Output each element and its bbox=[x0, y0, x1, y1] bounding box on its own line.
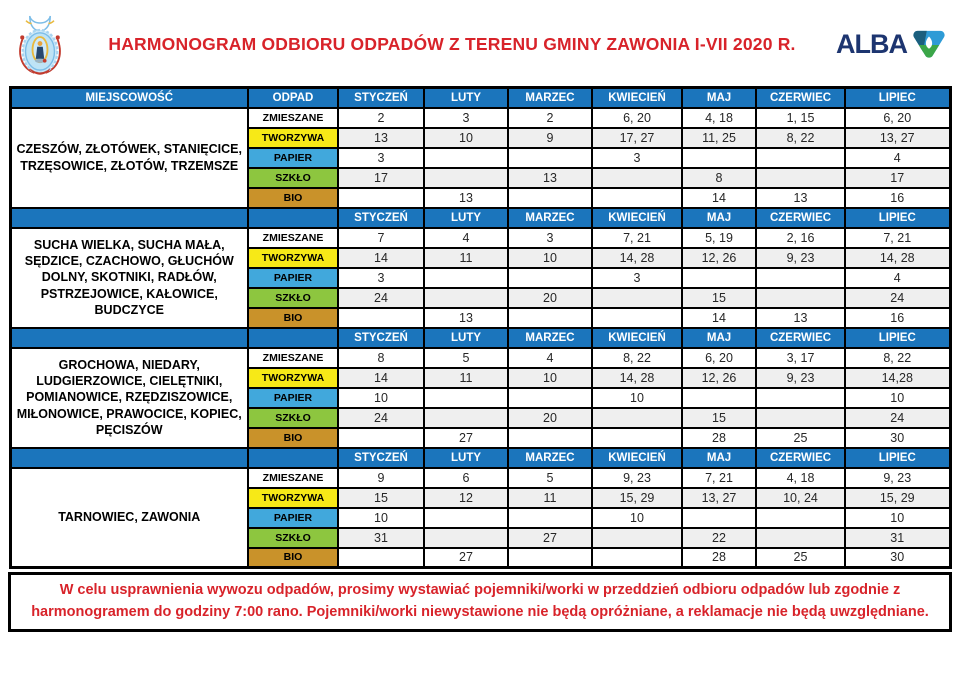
schedule-cell: 15, 29 bbox=[592, 488, 682, 508]
schedule-cell: 8 bbox=[338, 348, 424, 368]
month-header-cell: LUTY bbox=[424, 208, 508, 228]
schedule-cell: 2 bbox=[508, 108, 592, 128]
month-header-cell: STYCZEŃ bbox=[338, 88, 424, 108]
schedule-row bbox=[10, 108, 950, 128]
waste-type-zmieszane: ZMIESZANE bbox=[248, 468, 338, 488]
schedule-cell bbox=[756, 148, 845, 168]
schedule-cell: 11 bbox=[424, 248, 508, 268]
waste-type-szklo: SZKŁO bbox=[248, 528, 338, 548]
schedule-cell bbox=[592, 528, 682, 548]
schedule-cell: 17, 27 bbox=[592, 128, 682, 148]
month-header-cell: LUTY bbox=[424, 328, 508, 348]
month-header-cell: CZERWIEC bbox=[756, 208, 845, 228]
page-header bbox=[0, 0, 960, 86]
waste-type-papier: PAPIER bbox=[248, 388, 338, 408]
schedule-cell bbox=[756, 268, 845, 288]
schedule-cell: 4, 18 bbox=[682, 108, 756, 128]
schedule-cell: 31 bbox=[338, 528, 424, 548]
schedule-cell bbox=[424, 168, 508, 188]
schedule-cell: 15, 29 bbox=[845, 488, 950, 508]
schedule-cell bbox=[424, 268, 508, 288]
schedule-cell: 11 bbox=[424, 368, 508, 388]
header-spacer-cell bbox=[248, 448, 338, 468]
schedule-cell: 5, 19 bbox=[682, 228, 756, 248]
schedule-cell: 16 bbox=[845, 308, 950, 328]
month-header-cell: KWIECIEŃ bbox=[592, 328, 682, 348]
schedule-cell: 6, 20 bbox=[845, 108, 950, 128]
month-header-row bbox=[10, 88, 950, 108]
schedule-cell: 10 bbox=[338, 508, 424, 528]
schedule-cell: 24 bbox=[338, 408, 424, 428]
schedule-table bbox=[9, 86, 952, 569]
schedule-cell bbox=[508, 428, 592, 448]
alba-triangle-icon bbox=[912, 29, 946, 59]
schedule-cell: 12 bbox=[424, 488, 508, 508]
schedule-cell bbox=[756, 168, 845, 188]
schedule-cell: 14 bbox=[682, 188, 756, 208]
schedule-cell: 10 bbox=[508, 248, 592, 268]
schedule-cell bbox=[682, 148, 756, 168]
month-header-cell: MARZEC bbox=[508, 328, 592, 348]
month-header-cell: MAJ bbox=[682, 88, 756, 108]
schedule-cell bbox=[508, 548, 592, 568]
schedule-cell: 7 bbox=[338, 228, 424, 248]
schedule-cell: 2 bbox=[338, 108, 424, 128]
schedule-cell: 24 bbox=[845, 408, 950, 428]
waste-type-bio: BIO bbox=[248, 548, 338, 568]
schedule-cell: 11 bbox=[508, 488, 592, 508]
schedule-cell: 4 bbox=[424, 228, 508, 248]
schedule-cell: 15 bbox=[338, 488, 424, 508]
schedule-cell: 14, 28 bbox=[592, 368, 682, 388]
schedule-cell bbox=[424, 408, 508, 428]
schedule-cell: 6, 20 bbox=[682, 348, 756, 368]
schedule-cell: 31 bbox=[845, 528, 950, 548]
month-header-cell: STYCZEŃ bbox=[338, 448, 424, 468]
schedule-cell: 30 bbox=[845, 548, 950, 568]
schedule-cell: 30 bbox=[845, 428, 950, 448]
schedule-cell: 27 bbox=[508, 528, 592, 548]
schedule-cell: 12, 26 bbox=[682, 248, 756, 268]
month-header-cell: LIPIEC bbox=[845, 328, 950, 348]
schedule-cell: 10 bbox=[845, 388, 950, 408]
waste-type-bio: BIO bbox=[248, 188, 338, 208]
schedule-cell: 4 bbox=[508, 348, 592, 368]
waste-type-zmieszane: ZMIESZANE bbox=[248, 348, 338, 368]
schedule-cell: 3, 17 bbox=[756, 348, 845, 368]
schedule-cell bbox=[508, 188, 592, 208]
schedule-cell bbox=[592, 408, 682, 428]
waste-type-tworzywa: TWORZYWA bbox=[248, 248, 338, 268]
schedule-cell: 2, 16 bbox=[756, 228, 845, 248]
schedule-cell: 4 bbox=[845, 268, 950, 288]
schedule-cell: 20 bbox=[508, 408, 592, 428]
schedule-cell bbox=[424, 528, 508, 548]
header-spacer-cell bbox=[248, 328, 338, 348]
schedule-cell: 9 bbox=[508, 128, 592, 148]
waste-type-zmieszane: ZMIESZANE bbox=[248, 108, 338, 128]
schedule-cell: 9, 23 bbox=[592, 468, 682, 488]
schedule-cell: 28 bbox=[682, 548, 756, 568]
waste-type-papier: PAPIER bbox=[248, 268, 338, 288]
schedule-cell: 14, 28 bbox=[592, 248, 682, 268]
schedule-cell: 11, 25 bbox=[682, 128, 756, 148]
gmina-zawonia-coat-of-arms-icon bbox=[12, 9, 68, 79]
schedule-cell bbox=[508, 308, 592, 328]
month-header-cell: MAJ bbox=[682, 328, 756, 348]
waste-type-bio: BIO bbox=[248, 308, 338, 328]
month-header-row bbox=[10, 208, 950, 228]
schedule-cell: 3 bbox=[338, 268, 424, 288]
schedule-cell: 20 bbox=[508, 288, 592, 308]
schedule-cell: 3 bbox=[592, 268, 682, 288]
schedule-cell: 14 bbox=[338, 368, 424, 388]
schedule-cell bbox=[682, 508, 756, 528]
col-header-odpad: ODPAD bbox=[248, 88, 338, 108]
schedule-cell bbox=[338, 308, 424, 328]
schedule-cell: 13 bbox=[424, 308, 508, 328]
schedule-cell: 22 bbox=[682, 528, 756, 548]
schedule-cell: 7, 21 bbox=[845, 228, 950, 248]
schedule-cell: 8, 22 bbox=[756, 128, 845, 148]
month-header-row bbox=[10, 448, 950, 468]
month-header-cell: MARZEC bbox=[508, 88, 592, 108]
page-title: HARMONOGRAM ODBIORU ODPADÓW Z TERENU GMINY ZAWONIA I-VII 2020 R. bbox=[108, 33, 796, 54]
schedule-row bbox=[10, 228, 950, 248]
schedule-cell bbox=[424, 288, 508, 308]
schedule-cell bbox=[508, 508, 592, 528]
month-header-cell: MAJ bbox=[682, 208, 756, 228]
schedule-cell: 8 bbox=[682, 168, 756, 188]
waste-type-bio: BIO bbox=[248, 428, 338, 448]
schedule-cell: 8, 22 bbox=[592, 348, 682, 368]
schedule-cell bbox=[424, 508, 508, 528]
schedule-row bbox=[10, 468, 950, 488]
month-header-cell: LIPIEC bbox=[845, 208, 950, 228]
schedule-cell bbox=[756, 408, 845, 428]
schedule-cell bbox=[756, 508, 845, 528]
waste-type-szklo: SZKŁO bbox=[248, 408, 338, 428]
schedule-cell: 10, 24 bbox=[756, 488, 845, 508]
schedule-cell: 10 bbox=[592, 388, 682, 408]
month-header-cell: CZERWIEC bbox=[756, 448, 845, 468]
schedule-cell: 27 bbox=[424, 548, 508, 568]
schedule-cell bbox=[682, 388, 756, 408]
alba-logo bbox=[836, 29, 946, 60]
schedule-cell: 13, 27 bbox=[845, 128, 950, 148]
schedule-cell: 6, 20 bbox=[592, 108, 682, 128]
schedule-cell: 10 bbox=[338, 388, 424, 408]
schedule-cell: 13 bbox=[424, 188, 508, 208]
villages-cell: GROCHOWA, NIEDARY, LUDGIERZOWICE, CIELĘTNIKI, POMIANOWICE, RZĘDZISZOWICE, MIŁONOWICE, PRAWOCICE, KOPIEC, PĘCISZÓW bbox=[10, 348, 248, 448]
month-header-cell: LUTY bbox=[424, 448, 508, 468]
villages-cell: TARNOWIEC, ZAWONIA bbox=[10, 468, 248, 568]
schedule-cell: 3 bbox=[424, 108, 508, 128]
month-header-cell: LIPIEC bbox=[845, 448, 950, 468]
schedule-cell bbox=[756, 528, 845, 548]
schedule-cell: 24 bbox=[845, 288, 950, 308]
col-header-miejscowosc: MIEJSCOWOŚĆ bbox=[10, 88, 248, 108]
schedule-cell: 9, 23 bbox=[756, 248, 845, 268]
schedule-cell: 3 bbox=[592, 148, 682, 168]
month-header-cell: KWIECIEŃ bbox=[592, 448, 682, 468]
schedule-cell: 9, 23 bbox=[756, 368, 845, 388]
schedule-cell: 6 bbox=[424, 468, 508, 488]
schedule-cell bbox=[592, 308, 682, 328]
schedule-cell: 27 bbox=[424, 428, 508, 448]
alba-logo-text: ALBA bbox=[836, 28, 907, 59]
schedule-cell: 14, 28 bbox=[845, 248, 950, 268]
footer-note: W celu usprawnienia wywozu odpadów, prosimy wystawiać pojemniki/worki w przeddzień odbioru odpadów lub zgodnie z harmonogramem do godziny 7:00 rano. Pojemniki/worki niewystawione nie będą opróżniane, a reklamacje nie będą uwzględniane. bbox=[8, 572, 952, 632]
schedule-cell bbox=[508, 148, 592, 168]
schedule-cell: 10 bbox=[845, 508, 950, 528]
schedule-cell: 13 bbox=[756, 188, 845, 208]
schedule-cell: 25 bbox=[756, 548, 845, 568]
waste-type-tworzywa: TWORZYWA bbox=[248, 368, 338, 388]
schedule-table-body bbox=[10, 88, 950, 568]
month-header-cell: CZERWIEC bbox=[756, 328, 845, 348]
schedule-cell: 14,28 bbox=[845, 368, 950, 388]
schedule-cell: 12, 26 bbox=[682, 368, 756, 388]
schedule-cell bbox=[338, 188, 424, 208]
schedule-cell bbox=[592, 548, 682, 568]
month-header-cell: CZERWIEC bbox=[756, 88, 845, 108]
schedule-cell: 10 bbox=[508, 368, 592, 388]
schedule-cell: 4 bbox=[845, 148, 950, 168]
month-header-cell: LUTY bbox=[424, 88, 508, 108]
schedule-cell: 15 bbox=[682, 408, 756, 428]
schedule-cell bbox=[338, 548, 424, 568]
schedule-cell: 1, 15 bbox=[756, 108, 845, 128]
schedule-cell: 13 bbox=[756, 308, 845, 328]
villages-cell: CZESZÓW, ZŁOTÓWEK, STANIĘCICE, TRZĘSOWICE, ZŁOTÓW, TRZEMSZE bbox=[10, 108, 248, 208]
schedule-cell: 9, 23 bbox=[845, 468, 950, 488]
schedule-cell: 13, 27 bbox=[682, 488, 756, 508]
month-header-cell: STYCZEŃ bbox=[338, 208, 424, 228]
month-header-row bbox=[10, 328, 950, 348]
schedule-cell: 16 bbox=[845, 188, 950, 208]
header-spacer-cell bbox=[10, 448, 248, 468]
month-header-cell: KWIECIEŃ bbox=[592, 208, 682, 228]
month-header-cell: MAJ bbox=[682, 448, 756, 468]
schedule-cell: 8, 22 bbox=[845, 348, 950, 368]
schedule-cell: 4, 18 bbox=[756, 468, 845, 488]
header-spacer-cell bbox=[10, 328, 248, 348]
schedule-cell bbox=[338, 428, 424, 448]
waste-type-szklo: SZKŁO bbox=[248, 288, 338, 308]
month-header-cell: MARZEC bbox=[508, 208, 592, 228]
schedule-cell: 5 bbox=[508, 468, 592, 488]
schedule-cell: 13 bbox=[338, 128, 424, 148]
schedule-cell bbox=[592, 428, 682, 448]
waste-type-tworzywa: TWORZYWA bbox=[248, 128, 338, 148]
schedule-cell bbox=[592, 168, 682, 188]
schedule-cell bbox=[424, 148, 508, 168]
schedule-cell: 13 bbox=[508, 168, 592, 188]
waste-type-tworzywa: TWORZYWA bbox=[248, 488, 338, 508]
schedule-cell: 25 bbox=[756, 428, 845, 448]
header-spacer-cell bbox=[248, 208, 338, 228]
schedule-cell bbox=[756, 388, 845, 408]
month-header-cell: STYCZEŃ bbox=[338, 328, 424, 348]
schedule-cell: 10 bbox=[424, 128, 508, 148]
schedule-cell bbox=[756, 288, 845, 308]
schedule-cell: 3 bbox=[508, 228, 592, 248]
schedule-cell bbox=[508, 388, 592, 408]
schedule-cell: 5 bbox=[424, 348, 508, 368]
schedule-cell bbox=[592, 188, 682, 208]
schedule-cell bbox=[424, 388, 508, 408]
header-spacer-cell bbox=[10, 208, 248, 228]
waste-type-papier: PAPIER bbox=[248, 508, 338, 528]
schedule-row bbox=[10, 348, 950, 368]
waste-type-papier: PAPIER bbox=[248, 148, 338, 168]
schedule-cell: 9 bbox=[338, 468, 424, 488]
schedule-cell bbox=[508, 268, 592, 288]
schedule-cell: 3 bbox=[338, 148, 424, 168]
schedule-cell: 10 bbox=[592, 508, 682, 528]
villages-cell: SUCHA WIELKA, SUCHA MAŁA, SĘDZICE, CZACHOWO, GŁUCHÓW DOLNY, SKOTNIKI, RADŁÓW, PSTRZEJOWICE, KAŁOWICE, BUDCZYCE bbox=[10, 228, 248, 328]
schedule-cell: 14 bbox=[682, 308, 756, 328]
schedule-cell: 15 bbox=[682, 288, 756, 308]
waste-type-zmieszane: ZMIESZANE bbox=[248, 228, 338, 248]
schedule-cell: 17 bbox=[338, 168, 424, 188]
schedule-cell: 7, 21 bbox=[592, 228, 682, 248]
month-header-cell: LIPIEC bbox=[845, 88, 950, 108]
schedule-cell: 24 bbox=[338, 288, 424, 308]
schedule-cell bbox=[682, 268, 756, 288]
month-header-cell: MARZEC bbox=[508, 448, 592, 468]
schedule-cell bbox=[592, 288, 682, 308]
schedule-cell: 17 bbox=[845, 168, 950, 188]
schedule-cell: 7, 21 bbox=[682, 468, 756, 488]
waste-type-szklo: SZKŁO bbox=[248, 168, 338, 188]
schedule-cell: 14 bbox=[338, 248, 424, 268]
month-header-cell: KWIECIEŃ bbox=[592, 88, 682, 108]
schedule-cell: 28 bbox=[682, 428, 756, 448]
